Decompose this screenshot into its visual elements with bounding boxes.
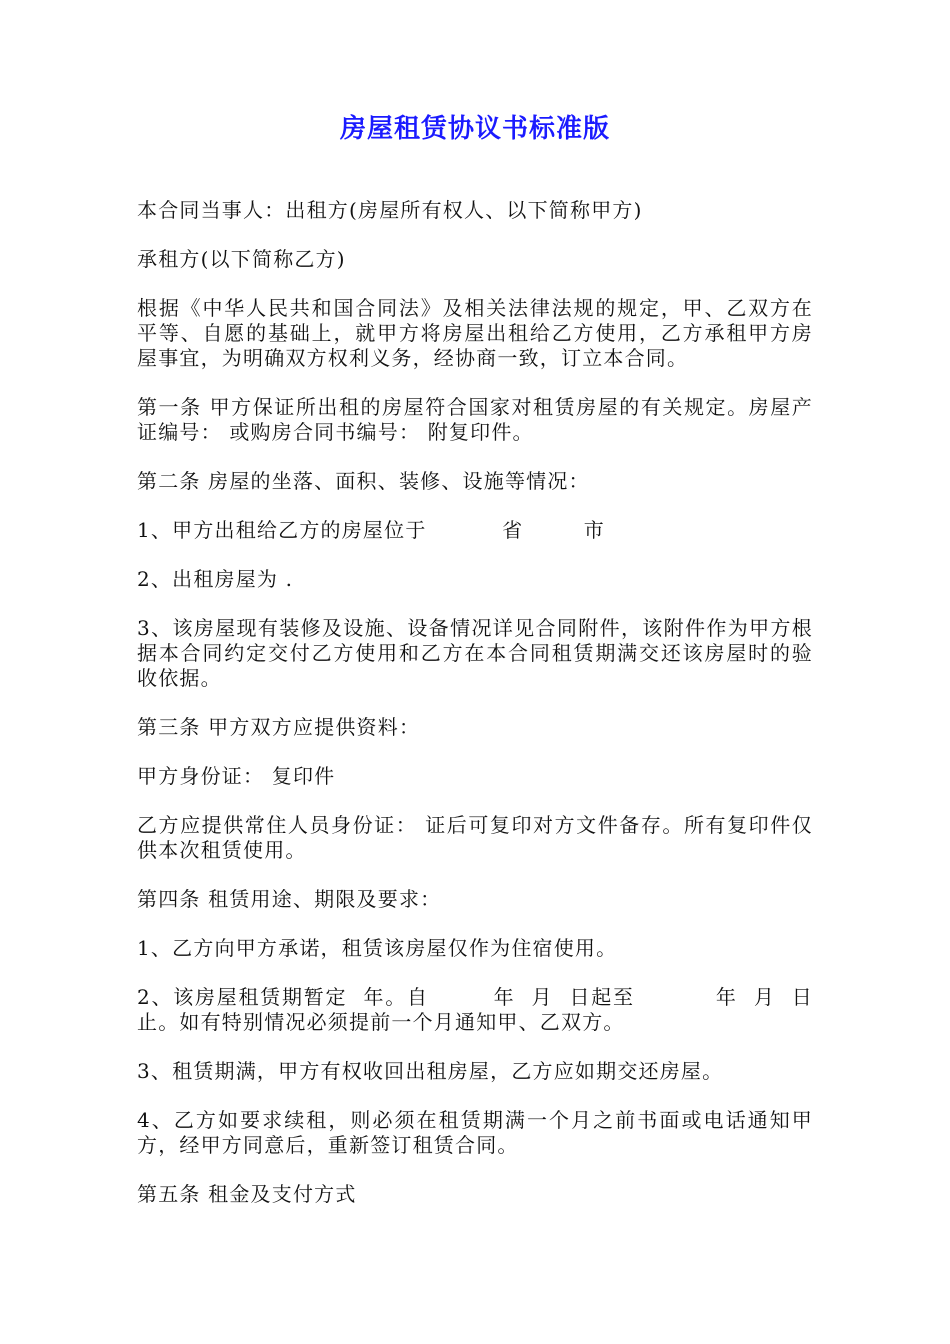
paragraph-article-4-item-2: 2、该房屋租赁期暂定 年。自 年 月 日起至 年 月 日止。如有特别情况必须提前一个月通知甲、乙双方。 <box>137 985 813 1034</box>
paragraph-article-2-item-1: 1、甲方出租给乙方的房屋位于 省 市 <box>137 518 605 542</box>
paragraph-article-5: 第五条 租金及支付方式 <box>137 1182 357 1206</box>
paragraph-article-4-item-1: 1、乙方向甲方承诺，租赁该房屋仅作为住宿使用。 <box>137 936 618 960</box>
paragraph-article-4-item-3: 3、租赁期满，甲方有权收回出租房屋，乙方应如期交还房屋。 <box>137 1059 724 1083</box>
paragraph-preamble: 根据《中华人民共和国合同法》及相关法律法规的规定，甲、乙双方在平等、自愿的基础上，就甲方将房屋出租给乙方使用，乙方承租甲方房屋事宜，为明确双方权利义务，经协商一致，订立本合同。 <box>137 296 813 370</box>
paragraph-article-2-item-3: 3、该房屋现有装修及设施、设备情况详见合同附件，该附件作为甲方根据本合同约定交付乙方使用和乙方在本合同租赁期满交还该房屋时的验收依据。 <box>137 616 813 690</box>
paragraph-article-3-party-b: 乙方应提供常住人员身份证： 证后可复印对方文件备存。所有复印件仅供本次租赁使用。 <box>137 813 813 862</box>
document-title: 房屋租赁协议书标准版 <box>339 114 610 144</box>
paragraph-article-2: 第二条 房屋的坐落、面积、装修、设施等情况： <box>137 469 590 493</box>
paragraph-article-2-item-2: 2、出租房屋为 . <box>137 567 294 591</box>
paragraph-article-1: 第一条 甲方保证所出租的房屋符合国家对租赁房屋的有关规定。房屋产证编号： 或购房合同书编号： 附复印件。 <box>137 395 813 444</box>
paragraph-article-3-party-a: 甲方身份证： 复印件 <box>137 764 336 788</box>
paragraph-lessee: 承租方(以下简称乙方) <box>137 247 346 271</box>
paragraph-article-3: 第三条 甲方双方应提供资料： <box>137 715 421 739</box>
paragraph-article-4-item-4: 4、乙方如要求续租，则必须在租赁期满一个月之前书面或电话通知甲方，经甲方同意后，重新签订租赁合同。 <box>137 1108 813 1157</box>
paragraph-parties: 本合同当事人：出租方(房屋所有权人、以下简称甲方) <box>137 198 643 222</box>
document-body <box>137 198 813 1231</box>
paragraph-article-4: 第四条 租赁用途、期限及要求： <box>137 887 442 911</box>
